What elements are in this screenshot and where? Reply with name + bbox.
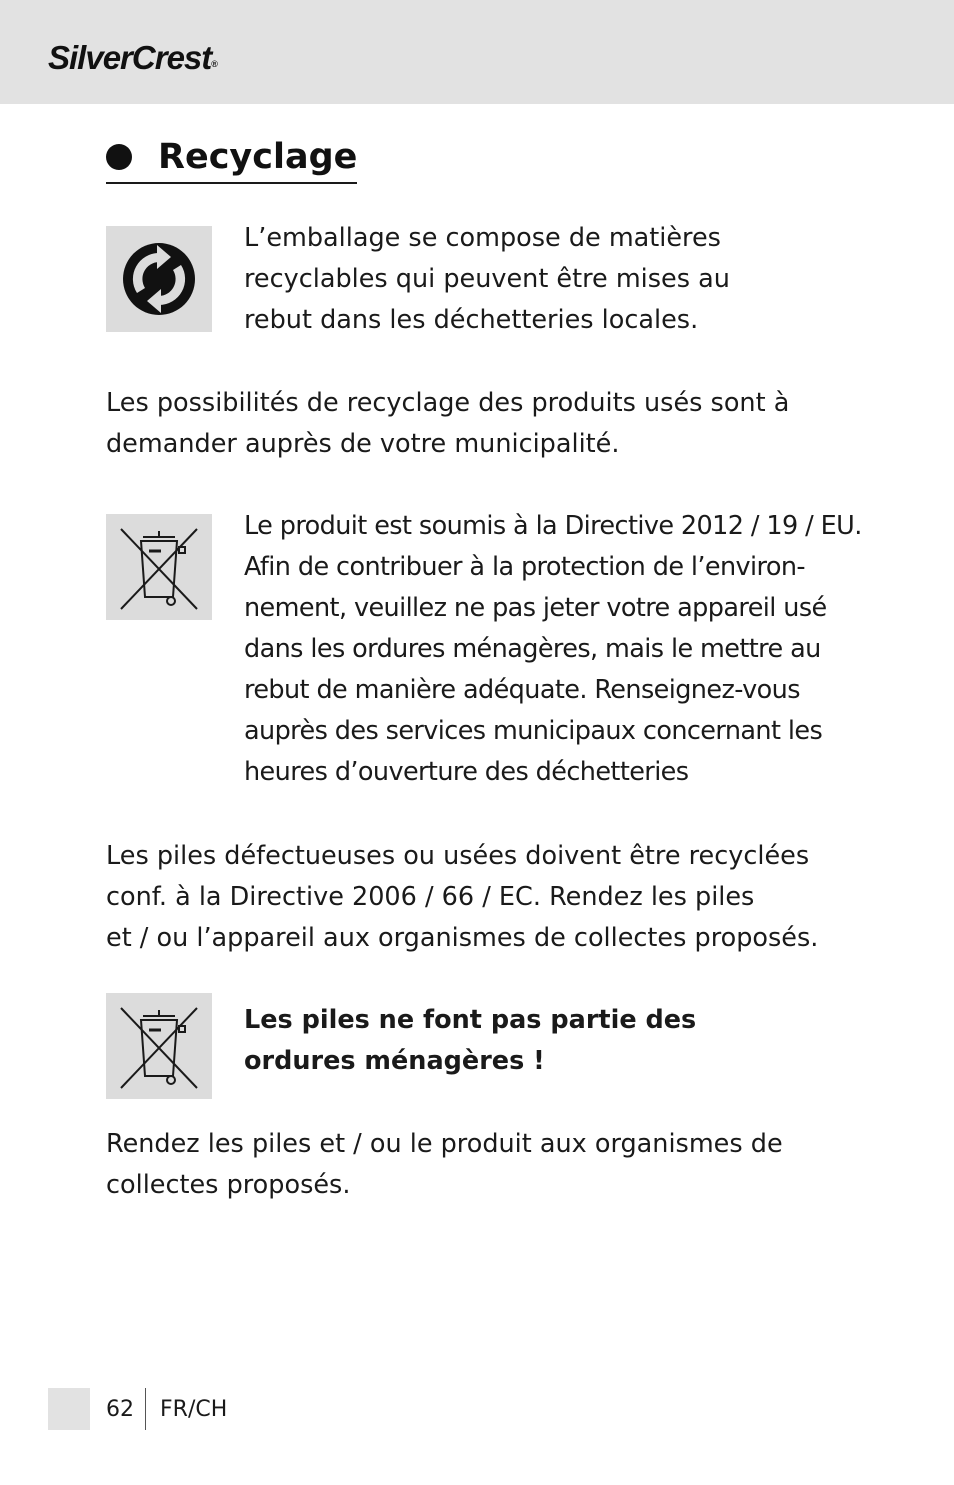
recycling-info-text: Les possibilités de recyclage des produits usés sont à demander auprès de votre municipalité. <box>106 388 790 459</box>
crossed-out-bin-icon <box>106 993 212 1099</box>
return-info-text: Rendez les piles et / ou le produit aux organismes de collectes proposés. <box>106 1129 783 1200</box>
crossed-out-bin-icon <box>106 514 212 620</box>
batteries-directive-text: Les piles défectueuses ou usées doivent être recyclées conf. à la Directive 2006 / 66 / EC. Rendez les piles et / ou l’appareil aux organismes de collectes proposés. <box>106 841 819 953</box>
brand-name: SilverCrest <box>48 39 212 76</box>
registered-mark: ® <box>211 59 217 69</box>
brand-logo <box>48 38 217 78</box>
recycle-green-dot-icon <box>106 226 212 332</box>
header-bar <box>0 0 954 104</box>
batteries-warning-text: Les piles ne font pas partie des ordures ménagères ! <box>244 1005 697 1076</box>
page-title: Recyclage <box>158 137 358 177</box>
language-code: FR/CH <box>160 1397 228 1422</box>
footer-marker <box>48 1388 90 1430</box>
footer-divider <box>145 1388 146 1430</box>
bullet-icon <box>106 144 132 170</box>
page-number: 62 <box>106 1397 134 1422</box>
weee-directive-text: Le produit est soumis à la Directive 2012 / 19 / EU. Afin de contribuer à la protection de l’environ- nement, veuillez ne pas jeter votre appareil usé dans les ordures ménagères, mais le mettre au rebut de manière adéquate. Renseignez-vous auprès des services municipaux concernant les heures d’ouverture des déchetteries <box>244 511 862 787</box>
section-heading <box>106 132 357 184</box>
packaging-text: L’emballage se compose de matières recyclables qui peuvent être mises au rebut dans les déchetteries locales. <box>244 223 730 335</box>
